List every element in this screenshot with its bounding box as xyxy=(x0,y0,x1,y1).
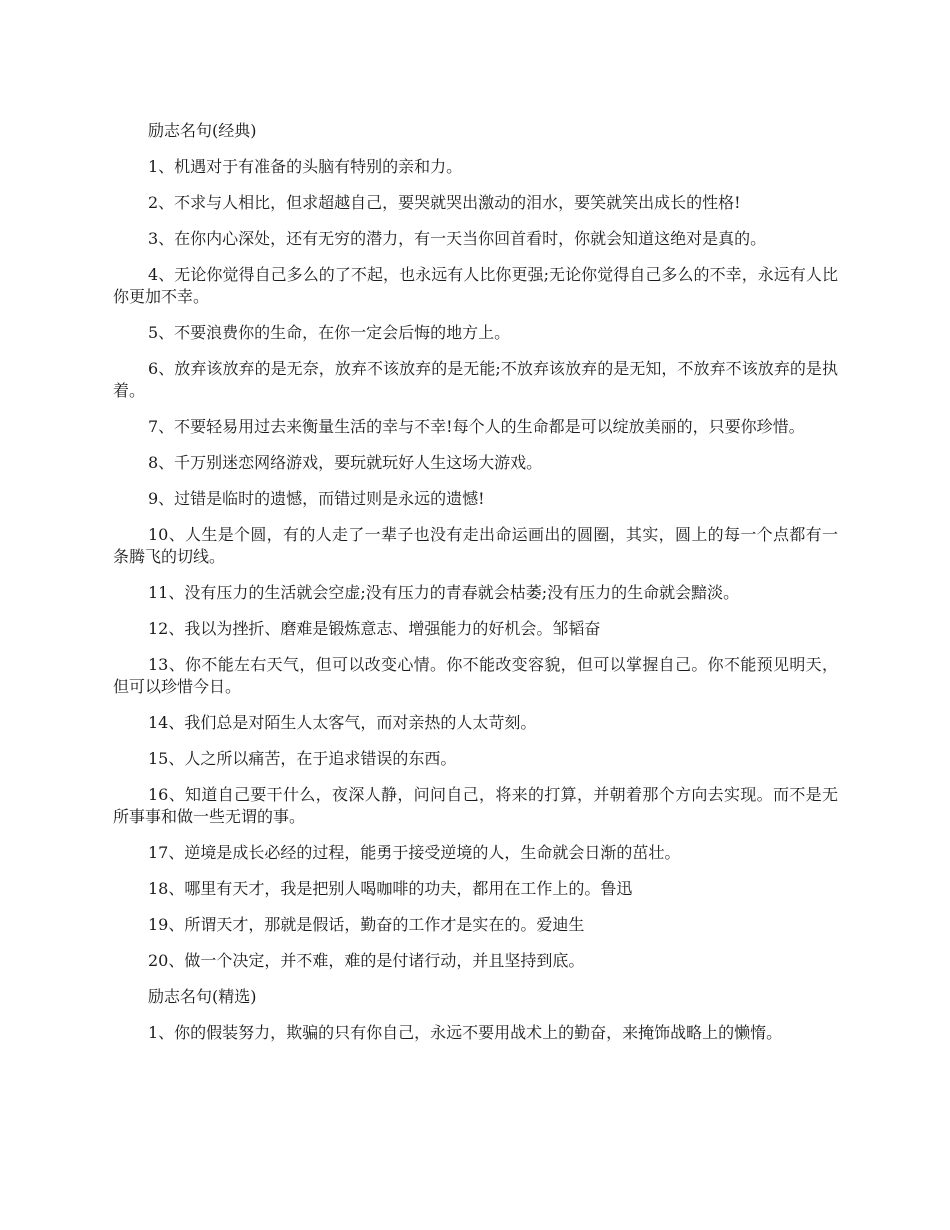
quote-paragraph: 13、你不能左右天气，但可以改变心情。你不能改变容貌，但可以掌握自己。你不能预见明天，但可以珍惜今日。 xyxy=(113,655,838,696)
quote-paragraph: 19、所谓天才，那就是假话，勤奋的工作才是实在的。爱迪生 xyxy=(148,915,585,934)
quote-paragraph: 2、不求与人相比，但求超越自己，要哭就哭出激动的泪水，要笑就笑出成长的性格! xyxy=(148,193,741,212)
quote-paragraph: 11、没有压力的生活就会空虚;没有压力的青春就会枯萎;没有压力的生命就会黯淡。 xyxy=(148,583,740,602)
quote-paragraph: 3、在你内心深处，还有无穷的潜力，有一天当你回首看时，你就会知道这绝对是真的。 xyxy=(148,229,767,248)
quote-paragraph: 16、知道自己要干什么，夜深人静，问问自己，将来的打算，并朝着那个方向去实现。而不是无所事事和做一些无谓的事。 xyxy=(113,785,838,826)
quote-paragraph: 4、无论你觉得自己多么的了不起，也永远有人比你更强;无论你觉得自己多么的不幸，永远有人比你更加不幸。 xyxy=(113,265,838,306)
quote-paragraph: 1、你的假装努力，欺骗的只有你自己，永远不要用战术上的勤奋，来掩饰战略上的懒惰。 xyxy=(148,1023,783,1042)
quote-paragraph: 9、过错是临时的遗憾，而错过则是永远的遗憾! xyxy=(148,489,485,508)
section-heading-classic: 励志名句(经典) xyxy=(148,121,257,140)
quote-paragraph: 8、千万别迷恋网络游戏，要玩就玩好人生这场大游戏。 xyxy=(148,453,543,472)
quote-paragraph: 20、做一个决定，并不难，难的是付诸行动，并且坚持到底。 xyxy=(148,951,585,970)
quote-paragraph: 15、人之所以痛苦，在于追求错误的东西。 xyxy=(148,749,457,768)
quote-paragraph: 5、不要浪费你的生命，在你一定会后悔的地方上。 xyxy=(148,323,511,342)
quote-paragraph: 6、放弃该放弃的是无奈，放弃不该放弃的是无能;不放弃该放弃的是无知，不放弃不该放弃的是执着。 xyxy=(113,359,838,400)
quote-paragraph: 1、机遇对于有准备的头脑有特别的亲和力。 xyxy=(148,157,463,176)
document-body xyxy=(113,120,838,1058)
quote-paragraph: 10、人生是个圆，有的人走了一辈子也没有走出命运画出的圆圈，其实，圆上的每一个点都有一条腾飞的切线。 xyxy=(113,525,838,566)
quote-paragraph: 7、不要轻易用过去来衡量生活的幸与不幸!每个人的生命都是可以绽放美丽的，只要你珍惜。 xyxy=(148,417,805,436)
section-heading-selected: 励志名句(精选) xyxy=(148,987,257,1006)
quote-paragraph: 18、哪里有天才，我是把别人喝咖啡的功夫，都用在工作上的。鲁迅 xyxy=(148,879,633,898)
quote-paragraph: 14、我们总是对陌生人太客气，而对亲热的人太苛刻。 xyxy=(148,713,537,732)
quote-paragraph: 12、我以为挫折、磨难是锻炼意志、增强能力的好机会。邹韬奋 xyxy=(148,619,601,638)
quote-paragraph: 17、逆境是成长必经的过程，能勇于接受逆境的人，生命就会日渐的茁壮。 xyxy=(148,843,681,862)
